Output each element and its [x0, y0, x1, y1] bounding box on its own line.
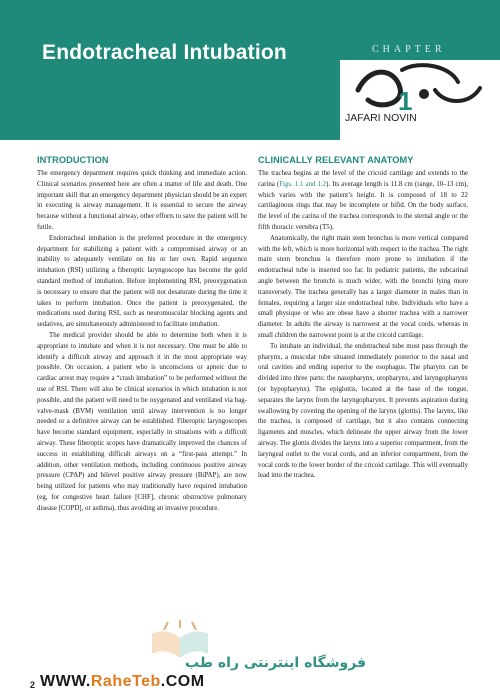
- page-number: 2: [30, 680, 36, 690]
- paragraph-text: ). Its average length is 11.8 cm (range, 10–13 cm), which varies with the patient’s height. It is composed of 18 to 22 cartilaginous rings that may be incomplete or bifid. On the body surface, the level of the carina of the trachea corresponds to the sternal angle or the fifth thoracic vertebra (T5).: [258, 180, 468, 231]
- book-watermark-icon: [150, 620, 210, 660]
- chapter-number: 1: [398, 86, 413, 116]
- section-heading-introduction: INTRODUCTION: [37, 155, 109, 165]
- chapter-label: CHAPTER: [372, 44, 446, 55]
- calligraphy-logo-icon: [340, 60, 500, 120]
- left-column: [37, 155, 247, 515]
- paragraph: Anatomically, the right main stem bronchus is more vertical compared with the left, which is more horizontal with respect to the trachea. The right main stem bronchus is therefore more prone to intubation if the endotracheal tube is inserted too far. In pediatric patients, the subcarinal angle between the bronchi is much wider, with the bronchi lying more transversely. The trachea generally has a larger diameter in males than in females, requiring a larger size endotracheal tube. Individuals who have a small physique or who are obese have a shorter trachea with a narrower diameter. In adults the airway is narrowest at the vocal cords, whereas in small children the narrowest point is at the cricoid cartilage.: [258, 234, 468, 339]
- paragraph: The emergency department requires quick thinking and immediate action. Clinical scenarios presented here are often a matter of life and death. One important skill that an emergency department physician should be an expert in executing is airway management. It is essential to secure the airway because without a functional airway, other efforts to save the patient will be futile.: [37, 170, 247, 231]
- publisher-subtitle: PUBLICATION: [345, 128, 453, 134]
- watermark-persian-text: فروشگاه اینترنتی راه طب: [185, 655, 367, 671]
- section-heading-anatomy: CLINICALLY RELEVANT ANATOMY: [258, 155, 414, 165]
- watermark-url: [40, 673, 205, 691]
- chapter-title: Endotracheal Intubation: [42, 41, 287, 64]
- figure-reference-link[interactable]: Figs. 1.1 and 1.2: [279, 180, 327, 188]
- publisher-name: JAFARI NOVIN: [345, 112, 417, 124]
- paragraph: Endotracheal intubation is the preferred procedure in the emergency department for stabilizing a patient with a compromised airway or an inability to adequately ventilate on his or her own. Rapid sequence intubation (RSI) utilizing a fiberoptic laryngoscope has become the gold standard method of intubation. Before implementing RSI, preoxygenation is necessary to ensure that the patient will not desaturate during the time it takes to perform intubation. Once the patient is preoxygenated, the medications used during RSI, such as neuromuscular blocking agents and sedatives, are simultaneously administered to facilitate intubation.: [37, 234, 247, 329]
- right-column: [258, 155, 468, 482]
- watermark-url-suffix: .COM: [160, 673, 205, 690]
- paragraph-text: The trachea begins at the level of the cricoid cartilage and extends to the carina (: [258, 170, 468, 188]
- watermark-url-brand: RaheTeb: [90, 673, 161, 690]
- watermark-url-prefix: WWW.: [40, 673, 91, 690]
- paragraph: [258, 169, 468, 234]
- paragraph: To intubate an individual, the endotracheal tube must pass through the pharynx, a muscular tube situated immediately posterior to the nasal and oral cavities and ending superior to the esophagus. The pharynx can be divided into three parts: the nasopharynx, oropharynx, and laryngopharynx (or hypopharynx). The epiglottis, located at the base of the tongue, separates the larynx from the laryngopharynx. It prevents aspiration during swallowing by covering the opening of the larynx (glottis). The larynx, like the trachea, is composed of cartilage, but it also contains connecting ligaments and muscles, which delineate the upper airway from the lower airway. The glottis divides the larynx into a superior compartment, from the laryngeal outlet to the vocal cords, and an inferior compartment, from the vocal cords to the lower border of the cricoid cartilage. This will eventually lead into the trachea.: [258, 342, 468, 480]
- paragraph: The medical provider should be able to determine both when it is appropriate to intubate and when it is not necessary. One must be able to identify a difficult airway and approach it in the most appropriate way possible. On occasion, a patient who is unconscious or apneic due to cardiac arrest may require a “crash intubation” to be performed without the use of RSI. There will also be clinical scenarios in which intubation is not possible, and the patient will need to be oxygenated and ventilated via bag-valve-mask (BVM) ventilation until airway intervention is no longer needed or a definitive airway can be established. Fiberoptic laryngoscopes have become standard equipment, especially in situations with a difficult airway. These fiberoptic scopes have dramatically improved the chances of success in establishing difficult airways on a “first-pass attempt.” In addition, other ventilation methods, including continuous positive airway pressure (CPAP) and bilevel positive airway pressure (BiPAP), are now being utilized for patients who may traditionally have required intubation (eg, for congestive heart failure [CHF], chronic obstructive pulmonary disease [COPD], or asthma), thus avoiding an invasive procedure.: [37, 331, 247, 512]
